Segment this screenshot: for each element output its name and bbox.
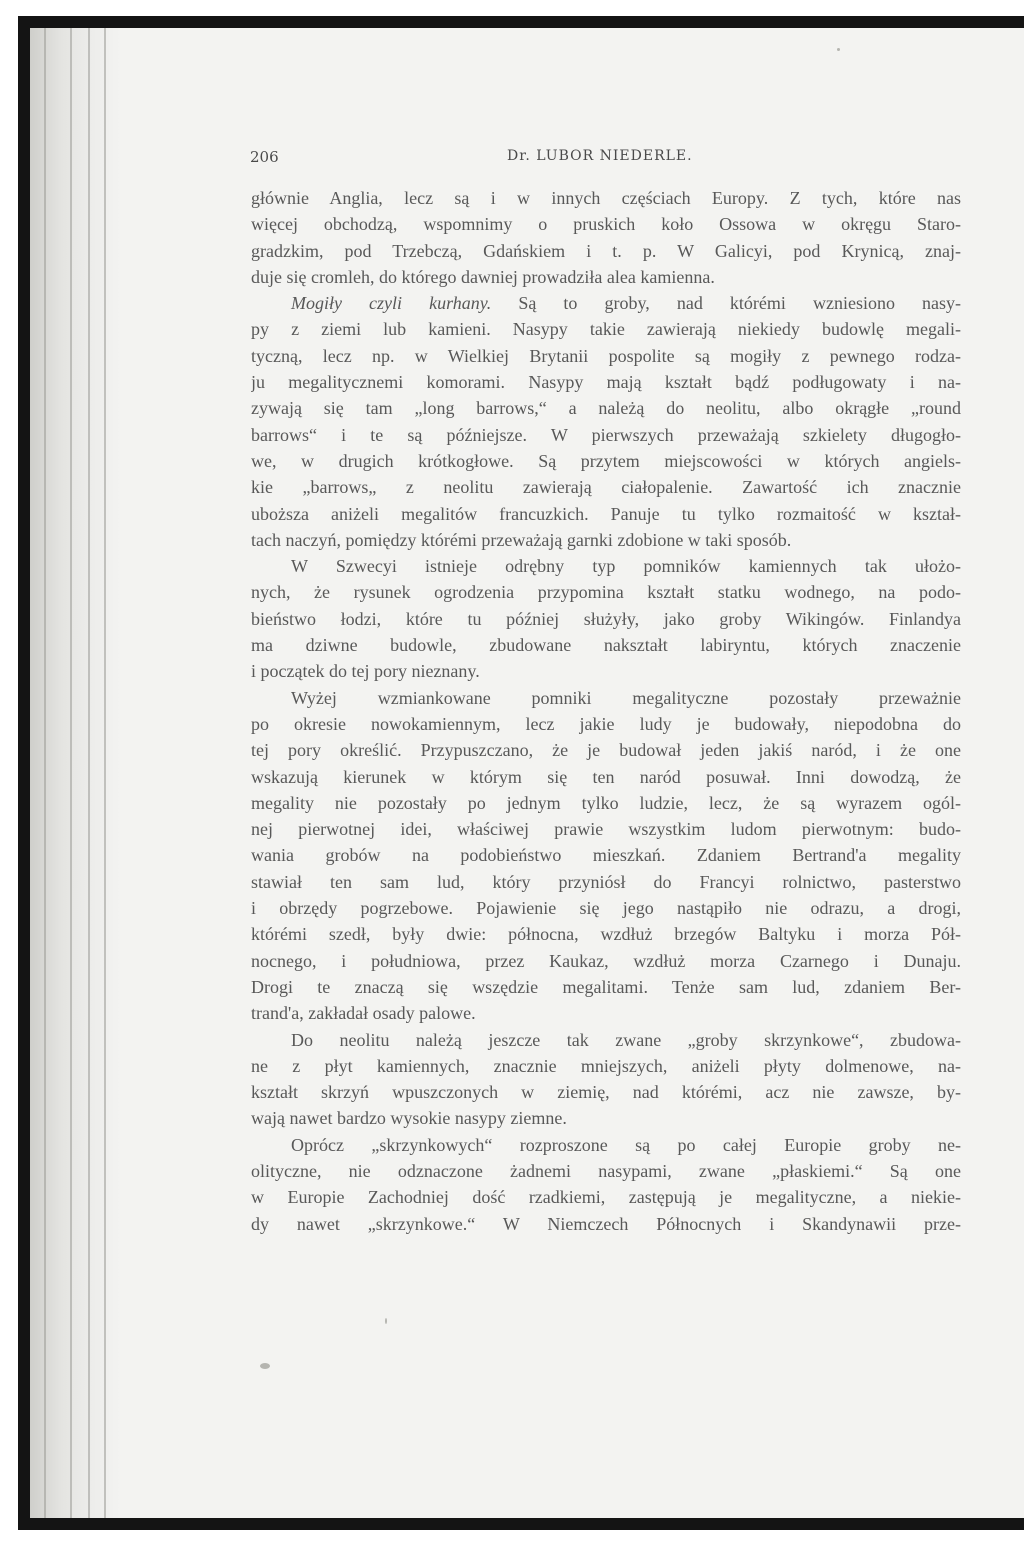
gutter-line — [104, 28, 106, 1518]
page-number: 206 — [250, 148, 279, 166]
text-line: nocnego, i południowa, przez Kaukaz, wzdłuż morza Czarnego i Dunaju. — [251, 950, 961, 971]
text-line: Wyżej wzmiankowane pomniki megalityczne pozostały przeważnie — [291, 687, 961, 708]
text-line: tyczną, lecz np. w Wielkiej Brytanii pospolite są mogiły z pewnego rodza- — [251, 345, 961, 366]
text-line: kie „barrows„ z neolitu zawierają ciałopalenie. Zawartość ich znacznie — [251, 477, 961, 498]
page-gutter-shadow — [30, 28, 120, 1518]
body-text — [251, 185, 961, 1237]
text-line: Do neolitu należą jeszcze tak zwane „groby skrzynkowe“, zbudowa- — [291, 1029, 961, 1050]
text-line: więcej obchodzą, wspomnimy o pruskich koło Ossowa w okręgu Staro- — [251, 214, 961, 235]
text-line: którémi szedł, były dwie: północna, wzdłuż brzegów Baltyku i morza Pół- — [251, 924, 961, 945]
text-line: i początek do tej pory nieznany. — [251, 661, 480, 682]
text-line: ne z płyt kamiennych, znacznie mniejszych, aniżeli płyty dolmenowe, na- — [251, 1055, 961, 1076]
gutter-line — [88, 28, 90, 1518]
text-line-with-italic-lead — [251, 290, 961, 316]
text-line: zywają się tam „long barrows,“ a należą do neolitu, albo okrągłe „round — [251, 398, 961, 419]
page-header — [0, 148, 1024, 172]
text-line: Drogi te znaczą się wszędzie megalitami. Tenże sam lud, zdaniem Ber- — [251, 976, 961, 997]
text-line: we, w drugich krótkogłowe. Są przytem miejscowości w których angiels- — [251, 450, 961, 471]
text-line: głównie Anglia, lecz są i w innych częściach Europy. Z tych, które nas — [251, 188, 961, 208]
text-line: wskazują kierunek w którym się ten naród posuwał. Inni dowodzą, że — [251, 766, 961, 787]
text-line: bieństwo łodzi, które tu później służyły, jako groby Wikingów. Finlandya — [251, 608, 961, 629]
text-line: dy nawet „skrzynkowe.“ W Niemczech Północnych i Skandynawii prze- — [251, 1213, 961, 1234]
text-line: nych, że rysunek ogrodzenia przypomina kształt statku wodnego, na podo- — [251, 582, 961, 603]
text-line: Oprócz „skrzynkowych“ rozproszone są po całej Europie groby ne- — [291, 1134, 961, 1155]
paper-speck — [385, 1318, 387, 1324]
text-line: ju megalitycznemi komorami. Nasypy mają kształt bądź podługowaty i na- — [251, 372, 961, 393]
text-line: stawiał ten sam lud, który przyniósł do Francyi rolnictwo, pasterstwo — [251, 871, 961, 892]
text-line: gradzkim, pod Trzebczą, Gdańskiem i t. p. W Galicyi, pod Krynicą, znaj- — [251, 240, 961, 261]
text-line: duje się cromleh, do którego dawniej prowadziła alea kamienna. — [251, 266, 715, 287]
text-line: i obrzędy pogrzebowe. Pojawienie się jego nastąpiło nie odrazu, a drogi, — [251, 898, 961, 919]
text-line: kształt skrzyń wpuszczonych w ziemię, nad którémi, acz nie zawsze, by- — [251, 1082, 961, 1103]
text-line: wają nawet bardzo wysokie nasypy ziemne. — [251, 1108, 567, 1129]
text-line: barrows“ i te są późniejsze. W pierwszych przeważają szkielety długogło- — [251, 424, 961, 445]
text-line: py z ziemi lub kamieni. Nasypy takie zawierają niekiedy budowlę megali- — [251, 319, 961, 340]
text-line: nej pierwotnej idei, właściwej prawie wszystkim ludom pierwotnym: budo- — [251, 819, 961, 840]
italic-heading: Mogiły czyli kurhany. — [291, 293, 492, 314]
running-head: Dr. LUBOR NIEDERLE. — [507, 148, 693, 164]
text-line: uboższa aniżeli megalitów francuzkich. Panuje tu tylko rozmaitość w kształ- — [251, 503, 961, 524]
text-line-rest: Są to groby, nad którémi wzniesiono nasy- — [518, 293, 961, 314]
text-line: W Szwecyi istnieje odrębny typ pomników kamiennych tak ułożo- — [291, 556, 961, 577]
text-line: tach naczyń, pomiędzy którémi przeważają garnki zdobione w taki sposób. — [251, 529, 792, 550]
text-line: wania grobów na podobieństwo mieszkań. Zdaniem Bertrand'a megality — [251, 845, 961, 866]
text-line: tej pory określić. Przypuszczano, że je budował jeden jakiś naród, i że one — [251, 740, 961, 761]
text-line: trand'a, zakładał osady palowe. — [251, 1003, 476, 1024]
text-line: w Europie Zachodniej dość rzadkiemi, zastępują je megalityczne, a niekie- — [251, 1187, 961, 1208]
text-line: po okresie nowokamiennym, lecz jakie ludy je budowały, niepodobna do — [251, 713, 961, 734]
paper-speck — [837, 48, 840, 51]
gutter-line — [44, 28, 46, 1518]
text-line: olityczne, nie odznaczone żadnemi nasypami, zwane „płaskiemi.“ Są one — [251, 1160, 961, 1181]
text-line: megality nie pozostały po jednym tylko ludzie, lecz, że są wyrazem ogól- — [251, 792, 961, 813]
text-line: ma dziwne budowle, zbudowane nakształt labiryntu, których znaczenie — [251, 635, 961, 656]
paper-speck — [260, 1363, 270, 1369]
gutter-line — [70, 28, 72, 1518]
